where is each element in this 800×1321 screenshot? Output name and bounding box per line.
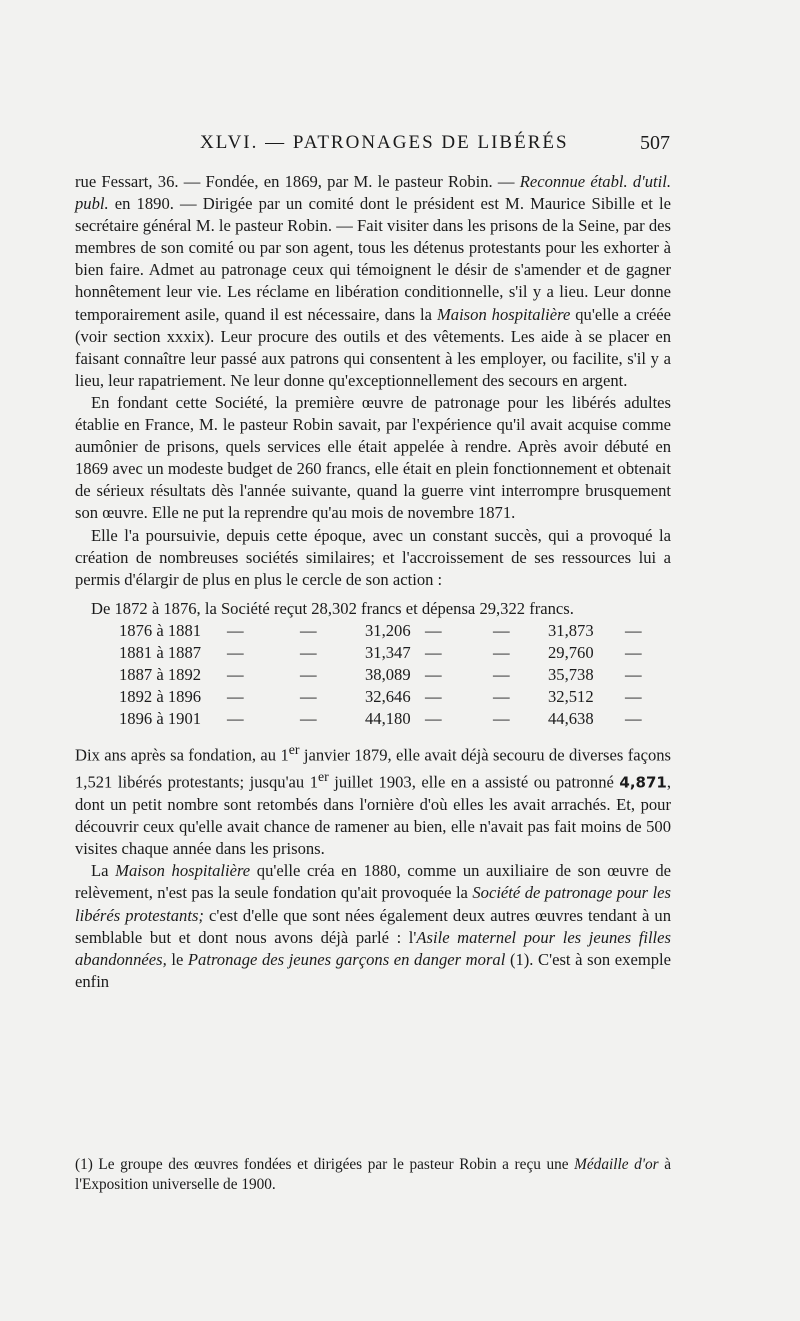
text-run: en 1890. — Dirigée par un comité dont le président est M. Maurice Sibille et le secrétaire général M. le pasteur Robin. — Fait visiter dans les prisons de la Seine, par des membres de son comité ou par son agent, tous les détenus protestants pour les exhorter à bien faire. Admet au patronage ceux qui témoignent le désir de s'amender et de gagner honnêtement leur vie. Les réclame en libération conditionnelle, s'il y a lieu. Leur donne temporairement asile, quand il est nécessaire, dans la <box>75 194 671 324</box>
text-run: Dix ans après sa fondation, au 1 <box>75 745 289 765</box>
paragraph-statistics <box>75 739 671 861</box>
spent-cell: 31,873 <box>548 620 594 640</box>
footnote <box>75 1155 671 1195</box>
ditto-mark: — <box>425 664 442 684</box>
ditto-mark: — <box>625 686 642 706</box>
table-row <box>75 598 671 620</box>
table-row <box>75 686 671 708</box>
period-cell: 1892 à 1896 <box>119 686 202 706</box>
superscript: er <box>288 741 300 757</box>
period-cell: 1881 à 1887 <box>119 642 202 662</box>
italic-run: Société de patronage pour les libérés protestants; <box>75 883 672 925</box>
ditto-mark: — <box>227 664 244 684</box>
text-run: c'est d'elle que sont nées également deux autres œuvres tendant à un semblable but et dont nous avons déjà parlé : l' <box>75 905 671 947</box>
table-row <box>75 642 671 664</box>
ditto-mark: — <box>625 664 642 684</box>
ditto-mark: — <box>300 620 317 640</box>
paragraph-growth: Elle l'a poursuivie, depuis cette époque, avec un constant succès, qui a provoqué la création de nombreuses sociétés similaires; et l'accroissement de ses ressources lui a permis d'élargir de plus en plus le cercle de son action : <box>75 525 671 589</box>
text-run: rue Fessart, 36. — Fondée, en 1869, par M. le pasteur Robin. — <box>75 172 520 191</box>
ditto-mark: — <box>300 664 317 684</box>
page-number: 507 <box>640 132 670 154</box>
spent-cell: 29,760 <box>548 642 594 662</box>
running-title: XLVI. — PATRONAGES DE LIBÉRÉS <box>200 132 569 153</box>
spent-cell: 35,738 <box>548 664 594 684</box>
received-cell: 44,180 <box>365 708 411 728</box>
ditto-mark: — <box>493 686 510 706</box>
superscript: er <box>318 769 329 785</box>
ditto-mark: — <box>227 642 244 662</box>
italic-run: Maison hospitalière <box>115 861 251 881</box>
ditto-mark: — <box>425 686 442 706</box>
italic-run: Reconnue établ. d'util. publ. <box>75 172 671 214</box>
ditto-mark: — <box>425 642 442 662</box>
text-run: qu'elle créa en 1880, comme un auxiliaire de son œuvre de relèvement, n'est pas la seule fondation qu'ait provoquée la <box>75 861 671 903</box>
page-header <box>200 132 670 156</box>
paragraph-foundations <box>75 860 671 993</box>
ditto-mark: — <box>300 642 317 662</box>
ditto-mark: — <box>625 620 642 640</box>
ditto-mark: — <box>425 708 442 728</box>
ditto-mark: — <box>227 686 244 706</box>
spent-cell: 32,512 <box>548 686 594 706</box>
italic-run: Patronage des jeunes garçons en danger moral <box>187 949 506 969</box>
bold-number: 4,871 <box>619 773 667 792</box>
text-run: le <box>166 949 188 969</box>
text-run: , dont un petit nombre sont retombés dans l'ornière d'où elles les avait arrachés. Et, pour découvrir ceux qu'elle avait chance de ramener au bien, elle n'avait pas fait moins de 500 visites chaque année dans les prisons. <box>75 772 671 859</box>
paragraph-society-description <box>75 171 671 392</box>
period-cell: 1896 à 1901 <box>119 708 202 728</box>
finance-table <box>75 598 671 730</box>
text-run: (1). C'est à son exemple enfin <box>75 949 671 991</box>
ditto-mark: — <box>625 642 642 662</box>
period-cell: 1876 à 1881 <box>119 620 202 640</box>
text-run: juillet 1903, elle en a assisté ou patronné <box>328 772 620 792</box>
text-run: qu'elle a créée (voir section xxxix). Leur procure des outils et des vêtements. Les aide à se placer en faisant connaître leur passé aux patrons qui consentent à les employer, ou facilite, s'il y a lieu, leur rapatriement. Ne leur donne qu'exceptionnellement des secours en argent. <box>75 304 671 390</box>
received-cell: 31,206 <box>365 620 411 640</box>
text-run: janvier 1879, elle avait déjà secouru de diverses façons 1,521 libérés protestants; jusqu'au 1 <box>75 745 671 792</box>
ditto-mark: — <box>625 708 642 728</box>
ditto-mark: — <box>227 708 244 728</box>
italic-run: Médaille d'or <box>574 1156 659 1173</box>
table-row <box>75 620 671 642</box>
received-cell: 32,646 <box>365 686 411 706</box>
ditto-mark: — <box>493 664 510 684</box>
received-cell: 38,089 <box>365 664 411 684</box>
ditto-mark: — <box>493 620 510 640</box>
italic-run: Maison hospitalière <box>436 304 571 324</box>
paragraph-founding: En fondant cette Société, la première œuvre de patronage pour les libérés adultes établie en France, M. le pasteur Robin savait, par l'expérience qu'il avait acquise comme aumônier de prisons, quels services elle était appelée à rendre. Après avoir débuté en 1869 avec un modeste budget de 260 francs, elle était en plein fonctionnement et obtenait de sérieux résultats dès l'année suivante, quand la guerre vint interrompre brusquement son œuvre. Elle ne put la reprendre qu'au mois de novembre 1871. <box>75 392 671 523</box>
text-run: (1) Le groupe des œuvres fondées et dirigées par le pasteur Robin a reçu une <box>75 1156 575 1173</box>
period-cell: 1887 à 1892 <box>119 664 202 684</box>
ditto-mark: — <box>227 620 244 640</box>
ditto-mark: — <box>425 620 442 640</box>
body-text <box>75 171 671 993</box>
italic-run: Asile maternel pour les jeunes filles abandonnées, <box>75 927 671 969</box>
text-run: à l'Exposition universelle de 1900. <box>75 1156 671 1193</box>
ditto-mark: — <box>493 642 510 662</box>
ditto-mark: — <box>300 686 317 706</box>
ditto-mark: — <box>493 708 510 728</box>
table-first-row-text: De 1872 à 1876, la Société reçut 28,302 francs et dépensa 29,322 francs. <box>91 598 574 618</box>
table-row <box>75 708 671 730</box>
received-cell: 31,347 <box>365 642 411 662</box>
ditto-mark: — <box>300 708 317 728</box>
table-row <box>75 664 671 686</box>
text-run: La <box>91 861 116 881</box>
spent-cell: 44,638 <box>548 708 594 728</box>
